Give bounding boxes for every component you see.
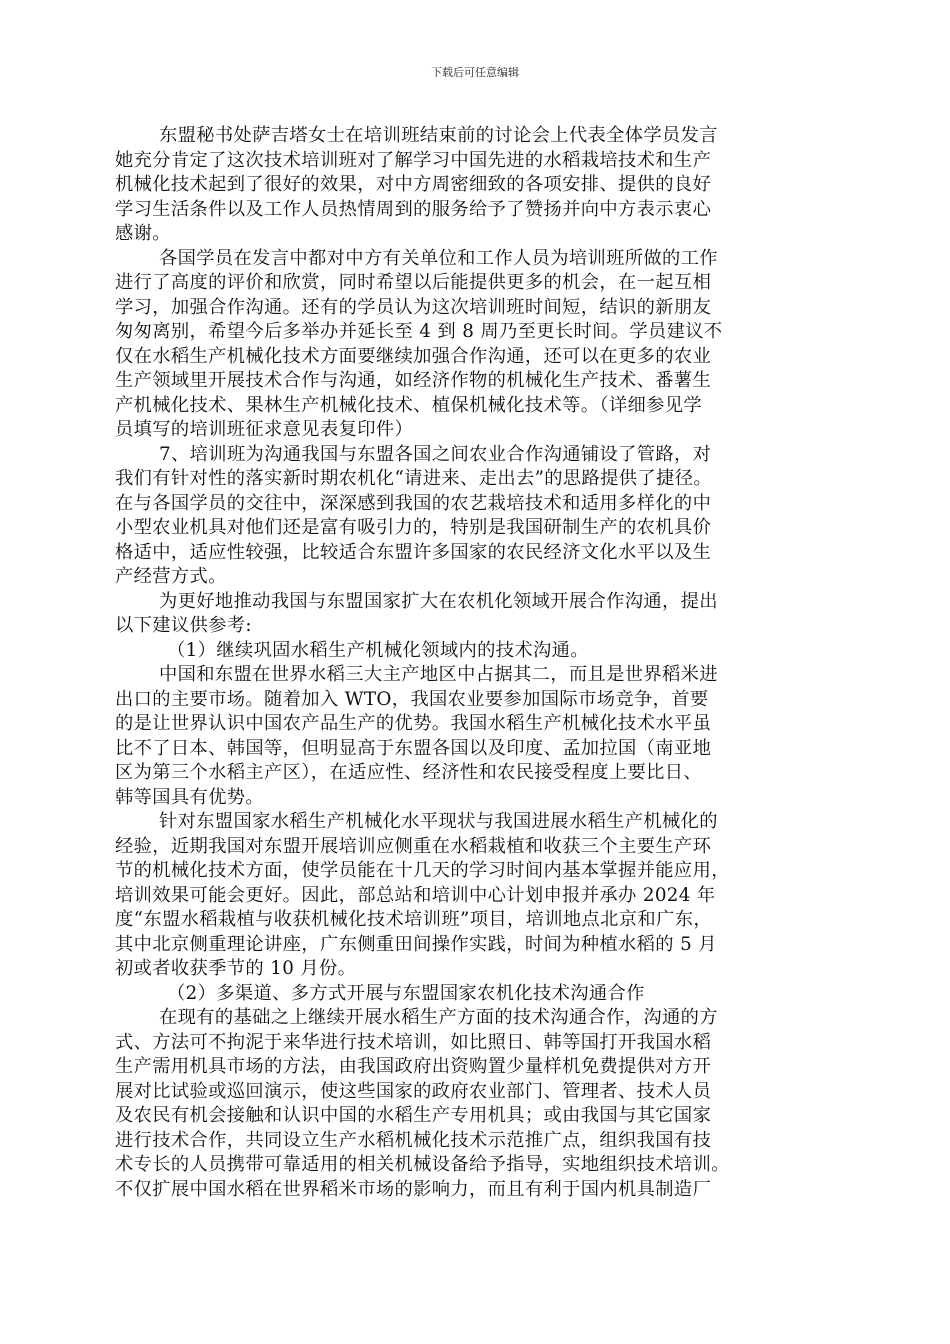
text-line: 韩等国具有优势。 — [115, 786, 265, 808]
text-line: 格适中，适应性较强，比较适合东盟许多国家的农民经济文化水平以及生 — [115, 541, 712, 563]
text-line: 生产需用机具市场的方法，由我国政府出资购置少量样机免费提供对方开 — [115, 1056, 712, 1077]
text-line: 区为第三个水稻主产区），在适应性、经济性和农民接受程度上要比日、 — [115, 762, 703, 783]
text-line: 其中北京侧重理论讲座，广东侧重田间操作实践，时间为种植水稻的 5 月 — [115, 933, 717, 955]
text-line: 针对东盟国家水稻生产机械化水平现状与我国进展水稻生产机械化的 — [159, 811, 718, 832]
text-line: 培训效果可能会更好。因此，部总站和培训中心计划申报并承办 2024 年 — [115, 884, 716, 906]
text-line: 节的机械化技术方面，使学员能在十几天的学习时间内基本掌握并能应用， — [115, 860, 730, 881]
text-line: 比不了日本、韩国等，但明显高于东盟各国以及印度、孟加拉国（南亚地 — [115, 737, 712, 759]
document-body — [115, 124, 843, 1202]
text-line: 机械化技术起到了很好的效果，对中方周密细致的各项安排、提供的良好 — [115, 174, 712, 195]
text-line: 产机械化技术、果林生产机械化技术、植保机械化技术等。（详细参见学 — [115, 394, 703, 416]
text-line: 东盟秘书处萨吉塔女士在培训班结束前的讨论会上代表全体学员发言 — [159, 125, 718, 146]
text-line: 匆匆离别，希望今后多举办并延长至 4 到 8 周乃至更长时间。学员建议不 — [115, 321, 723, 342]
text-line: 不仅扩展中国水稻在世界稻米市场的影响力，而且有利于国内机具制造厂 — [115, 1178, 712, 1200]
text-line: 感谢。 — [115, 223, 171, 244]
text-line: 中国和东盟在世界水稻三大主产地区中占据其二，而且是世界稻米进 — [159, 664, 718, 685]
text-line: 员填写的培训班征求意见表复印件） — [115, 419, 414, 440]
text-line: 的是让世界认识中国农产品生产的优势。我国水稻生产机械化技术水平虽 — [115, 713, 712, 734]
text-line: 式、方法可不拘泥于来华进行技术培训，如比照日、韩等国打开我国水稻 — [115, 1031, 712, 1053]
text-line: 学习，加强合作沟通。还有的学员认为这次培训班时间短，结识的新朋友 — [115, 296, 712, 318]
text-line: 在与各国学员的交往中，深深感到我国的农艺栽培技术和适用多样化的中 — [115, 492, 712, 514]
text-line: （1）继续巩固水稻生产机械化领域内的技术沟通。 — [167, 639, 589, 661]
text-line: 进行了高度的评价和欣赏，同时希望以后能提供更多的机会，在一起互相 — [115, 272, 712, 293]
text-line: 展对比试验或巡回演示，使这些国家的政府农业部门、管理者、技术人员 — [115, 1080, 712, 1102]
text-line: 为更好地推动我国与东盟国家扩大在农机化领域开展合作沟通，提出 — [159, 590, 718, 612]
page-header: 下载后可任意编辑 — [431, 66, 519, 79]
text-line: 出口的主要市场。随着加入 WTO，我国农业要参加国际市场竞争，首要 — [115, 688, 709, 710]
text-line: 各国学员在发言中都对中方有关单位和工作人员为培训班所做的工作 — [159, 247, 718, 269]
text-line: 度“东盟水稻栽植与收获机械化技术培训班”项目，培训地点北京和广东， — [115, 909, 712, 930]
text-line: 7、培训班为沟通我国与东盟各国之间农业合作沟通铺设了管路，对 — [159, 443, 712, 465]
text-line: （2）多渠道、多方式开展与东盟国家农机化技术沟通合作 — [167, 982, 645, 1004]
text-line: 小型农业机具对他们还是富有吸引力的，特别是我国研制生产的农机具价 — [115, 517, 712, 538]
text-line: 产经营方式。 — [115, 566, 227, 587]
text-line: 她充分肯定了这次技术培训班对了解学习中国先进的水稻栽培技术和生产 — [115, 149, 712, 171]
text-line: 及农民有机会接触和认识中国的水稻生产专用机具；或由我国与其它国家 — [115, 1105, 712, 1126]
text-line: 进行技术合作，共同设立生产水稻机械化技术示范推广点，组织我国有技 — [115, 1129, 712, 1151]
text-line: 仅在水稻生产机械化技术方面要继续加强合作沟通，还可以在更多的农业 — [115, 345, 712, 367]
text-line: 术专长的人员携带可靠适用的相关机械设备给予指导，实地组织技术培训。 — [115, 1154, 730, 1175]
text-line: 经验，近期我国对东盟开展培训应侧重在水稻栽植和收获三个主要生产环 — [115, 835, 712, 857]
text-line: 生产领域里开展技术合作与沟通，如经济作物的机械化生产技术、番薯生 — [115, 370, 712, 391]
text-line: 以下建议供参考: — [115, 615, 252, 636]
text-line: 在现有的基础之上继续开展水稻生产方面的技术沟通合作，沟通的方 — [159, 1007, 718, 1028]
text-line: 学习生活条件以及工作人员热情周到的服务给予了赞扬并向中方表示衷心 — [115, 198, 712, 220]
text-line: 我们有针对性的落实新时期农机化“请进来、走出去”的思路提供了捷径。 — [115, 468, 712, 489]
text-line: 初或者收获季节的 10 月份。 — [115, 958, 357, 979]
